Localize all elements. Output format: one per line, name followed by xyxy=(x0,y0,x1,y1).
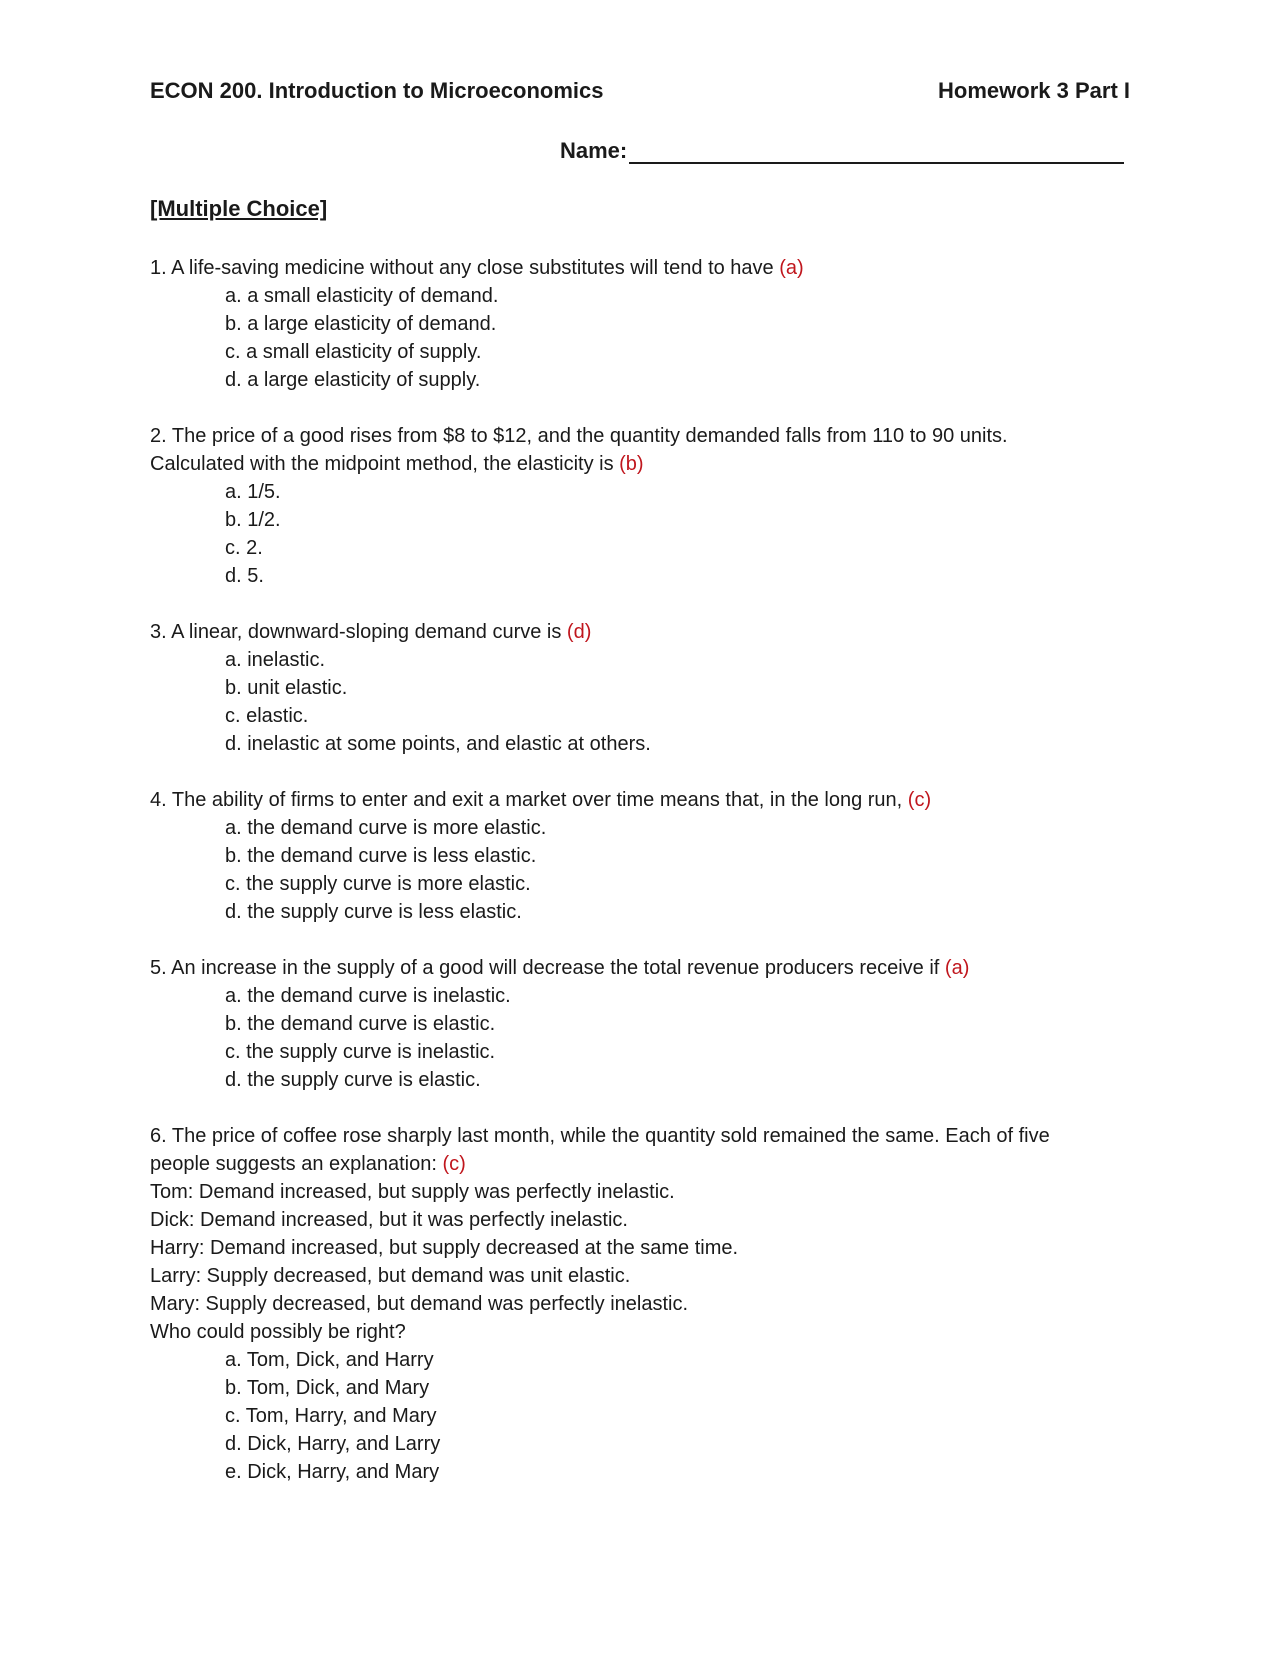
section-title: [Multiple Choice] xyxy=(150,196,328,221)
question-1 xyxy=(150,254,1130,394)
option-list xyxy=(150,1346,1130,1486)
question-4 xyxy=(150,786,1130,926)
question-text: 1. A life-saving medicine without any close substitutes will tend to have xyxy=(150,257,774,279)
answer-key: (a) xyxy=(779,257,804,279)
option-b: b. Tom, Dick, and Mary xyxy=(225,1377,430,1399)
question-text-line2: Calculated with the midpoint method, the elasticity is xyxy=(150,453,614,475)
option-d: d. 5. xyxy=(225,565,264,587)
question-stem-line2 xyxy=(150,450,1130,478)
option-list xyxy=(150,478,1130,590)
question-2 xyxy=(150,422,1130,590)
answer-key: (c) xyxy=(442,1153,466,1175)
name-label: Name: xyxy=(560,138,628,163)
option-c: c. Tom, Harry, and Mary xyxy=(225,1405,437,1427)
question-stem xyxy=(150,954,1130,982)
option-d: d. inelastic at some points, and elastic at others. xyxy=(225,733,651,755)
question-5 xyxy=(150,954,1130,1094)
answer-key: (c) xyxy=(907,789,932,811)
question-list xyxy=(150,254,1130,1514)
option-b: b. a large elasticity of demand. xyxy=(225,313,497,335)
answer-key: (d) xyxy=(566,621,592,643)
option-d: d. the supply curve is less elastic. xyxy=(225,901,522,923)
question-text: 2. The price of a good rises from $8 to $12, and the quantity demanded falls from 110 to 90 units. xyxy=(150,425,1008,447)
option-a: a. the demand curve is more elastic. xyxy=(225,817,547,839)
option-d: d. a large elasticity of supply. xyxy=(225,369,481,391)
question-prompt: Who could possibly be right? xyxy=(150,1321,406,1343)
option-b: b. the demand curve is elastic. xyxy=(225,1013,496,1035)
question-stem xyxy=(150,618,1130,646)
option-list xyxy=(150,814,1130,926)
answer-key: (b) xyxy=(619,453,644,475)
question-text-line2: people suggests an explanation: xyxy=(150,1153,437,1175)
document-header xyxy=(150,78,1130,104)
explanation-harry: Harry: Demand increased, but supply decreased at the same time. xyxy=(150,1237,739,1259)
explanation-larry: Larry: Supply decreased, but demand was unit elastic. xyxy=(150,1265,631,1287)
option-c: c. elastic. xyxy=(225,705,309,727)
question-stem xyxy=(150,1122,1130,1150)
option-b: b. unit elastic. xyxy=(225,677,348,699)
question-text: 4. The ability of firms to enter and exit a market over time means that, in the long run, xyxy=(150,789,903,811)
question-stem xyxy=(150,422,1130,450)
option-list xyxy=(150,982,1130,1094)
option-a: a. a small elasticity of demand. xyxy=(225,285,499,307)
question-stem-line2 xyxy=(150,1150,1130,1178)
option-a: a. the demand curve is inelastic. xyxy=(225,985,511,1007)
option-b: b. 1/2. xyxy=(225,509,281,531)
course-title: ECON 200. Introduction to Microeconomics xyxy=(150,78,604,103)
question-3 xyxy=(150,618,1130,758)
option-a: a. 1/5. xyxy=(225,481,281,503)
option-d: d. the supply curve is elastic. xyxy=(225,1069,481,1091)
explanation-list xyxy=(150,1178,1130,1318)
option-c: c. the supply curve is more elastic. xyxy=(225,873,531,895)
option-c: c. the supply curve is inelastic. xyxy=(225,1041,496,1063)
option-b: b. the demand curve is less elastic. xyxy=(225,845,537,867)
name-blank-line[interactable] xyxy=(629,140,1124,164)
assignment-title: Homework 3 Part I xyxy=(938,78,1130,103)
explanation-mary: Mary: Supply decreased, but demand was perfectly inelastic. xyxy=(150,1293,689,1315)
question-6 xyxy=(150,1122,1130,1486)
question-text: 5. An increase in the supply of a good will decrease the total revenue producers receive if xyxy=(150,957,940,979)
option-c: c. 2. xyxy=(225,537,263,559)
question-stem xyxy=(150,254,1130,282)
question-text: 6. The price of coffee rose sharply last month, while the quantity sold remained the same. Each of five xyxy=(150,1125,1050,1147)
option-e: e. Dick, Harry, and Mary xyxy=(225,1461,440,1483)
option-d: d. Dick, Harry, and Larry xyxy=(225,1433,441,1455)
answer-key: (a) xyxy=(944,957,970,979)
question-text: 3. A linear, downward-sloping demand curve is xyxy=(150,621,562,643)
question-stem xyxy=(150,786,1130,814)
option-a: a. inelastic. xyxy=(225,649,326,671)
name-field[interactable] xyxy=(560,138,1124,164)
option-a: a. Tom, Dick, and Harry xyxy=(225,1349,434,1371)
option-list xyxy=(150,646,1130,758)
option-list xyxy=(150,282,1130,394)
explanation-dick: Dick: Demand increased, but it was perfectly inelastic. xyxy=(150,1209,628,1231)
option-c: c. a small elasticity of supply. xyxy=(225,341,482,363)
explanation-tom: Tom: Demand increased, but supply was perfectly inelastic. xyxy=(150,1181,675,1203)
